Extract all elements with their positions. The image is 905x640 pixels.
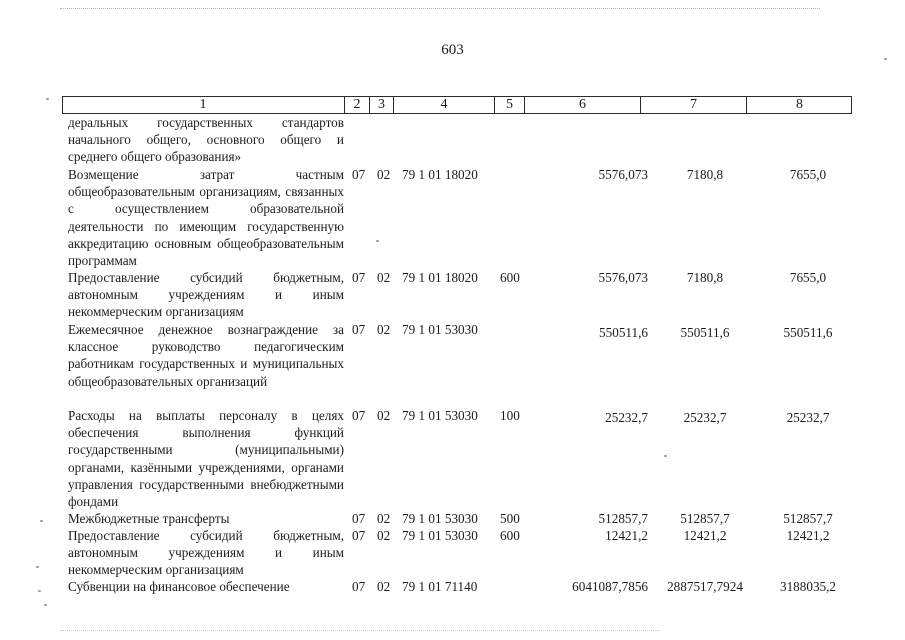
header-cell-6: 6 — [524, 96, 640, 114]
amount-col-8: 25232,7 — [786, 410, 830, 425]
target-article-code: 79 1 01 18020 — [402, 167, 478, 182]
scan-edge-bottom — [60, 630, 660, 632]
amount-col-8: 7655,0 — [789, 270, 827, 285]
scan-speck — [376, 240, 379, 242]
target-article-code: 79 1 01 18020 — [402, 270, 478, 285]
header-cell-3: 3 — [369, 96, 393, 114]
amount-col-7: 12421,2 — [683, 528, 727, 543]
header-cell-5: 5 — [494, 96, 524, 114]
row-name: Ежемесячное денежное вознаграждение за классное руководство педагогическим работникам государственных и муниципальных общеобразовательных организаций — [68, 322, 344, 389]
header-cell-1: 1 — [199, 97, 207, 112]
subsection-code: 02 — [377, 322, 391, 337]
page-number: 603 — [441, 42, 464, 58]
section-code: 07 — [352, 511, 366, 526]
subsection-code: 02 — [377, 579, 391, 594]
scan-speck — [38, 590, 41, 592]
scan-edge-top — [60, 8, 820, 10]
row-name: деральных государственных стандартов начального общего, основного общего и среднего общего образования» — [68, 115, 344, 165]
target-article-code: 79 1 01 53030 — [402, 322, 478, 337]
expense-type-code: 600 — [500, 528, 520, 543]
row-name: Субвенции на финансовое обеспечение — [68, 579, 290, 594]
row-name: Предоставление субсидий бюджетным, автономным учреждениям и иным некоммерческим организациям — [68, 528, 344, 578]
subsection-code: 02 — [377, 528, 391, 543]
scan-speck — [36, 566, 39, 568]
target-article-code: 79 1 01 53030 — [402, 408, 478, 423]
target-article-code: 79 1 01 53030 — [402, 528, 478, 543]
amount-col-8: 3188035,2 — [779, 579, 837, 594]
scan-speck — [44, 604, 47, 606]
amount-col-8: 550511,6 — [783, 325, 833, 340]
section-code: 07 — [352, 408, 366, 423]
row-name: Расходы на выплаты персоналу в целях обеспечения выполнения функций государственными (муниципальными) органами, казёнными учреждениями, органами управления государственными внебюджетными фондами — [68, 408, 344, 510]
expense-type-code: 500 — [500, 511, 520, 526]
subsection-code: 02 — [377, 270, 391, 285]
subsection-code: 02 — [377, 167, 391, 182]
header-cell-4: 4 — [393, 96, 494, 114]
amount-col-7: 7180,8 — [686, 270, 724, 285]
amount-col-7: 512857,7 — [680, 511, 730, 526]
amount-col-7: 7180,8 — [686, 167, 724, 182]
amount-col-6: 512857,7 — [598, 511, 648, 526]
amount-col-8: 512857,7 — [783, 511, 833, 526]
expense-type-code: 600 — [500, 270, 520, 285]
expense-type-code: 100 — [500, 408, 520, 423]
header-cell-7: 7 — [640, 96, 746, 114]
section-code: 07 — [352, 167, 366, 182]
amount-col-6: 12421,2 — [605, 528, 648, 543]
amount-col-6: 6041087,7856 — [572, 579, 648, 594]
header-cell-8: 8 — [746, 96, 852, 114]
amount-col-7: 550511,6 — [680, 325, 730, 340]
row-name: Возмещение затрат частным общеобразовательным организациям, связанных с осуществлением образовательной деятельности по имеющим государственную аккредитацию основным общеобразовательным программам — [68, 167, 344, 269]
section-code: 07 — [352, 270, 366, 285]
amount-col-6: 5576,073 — [598, 167, 648, 182]
amount-col-7: 2887517,7924 — [667, 579, 743, 594]
amount-col-8: 12421,2 — [786, 528, 830, 543]
target-article-code: 79 1 01 71140 — [402, 579, 478, 594]
subsection-code: 02 — [377, 408, 391, 423]
section-code: 07 — [352, 579, 366, 594]
amount-col-6: 550511,6 — [599, 325, 648, 340]
target-article-code: 79 1 01 53030 — [402, 511, 478, 526]
scan-speck — [40, 520, 43, 522]
row-name: Предоставление субсидий бюджетным, автономным учреждениям и иным некоммерческим организациям — [68, 270, 344, 320]
amount-col-8: 7655,0 — [789, 167, 827, 182]
amount-col-6: 5576,073 — [598, 270, 648, 285]
scan-speck — [664, 455, 667, 457]
section-code: 07 — [352, 528, 366, 543]
section-code: 07 — [352, 322, 366, 337]
header-cell-2: 2 — [344, 96, 369, 114]
scan-speck — [46, 98, 49, 100]
amount-col-7: 25232,7 — [683, 410, 727, 425]
amount-col-6: 25232,7 — [605, 410, 648, 425]
subsection-code: 02 — [377, 511, 391, 526]
row-name: Межбюджетные трансферты — [68, 511, 230, 526]
